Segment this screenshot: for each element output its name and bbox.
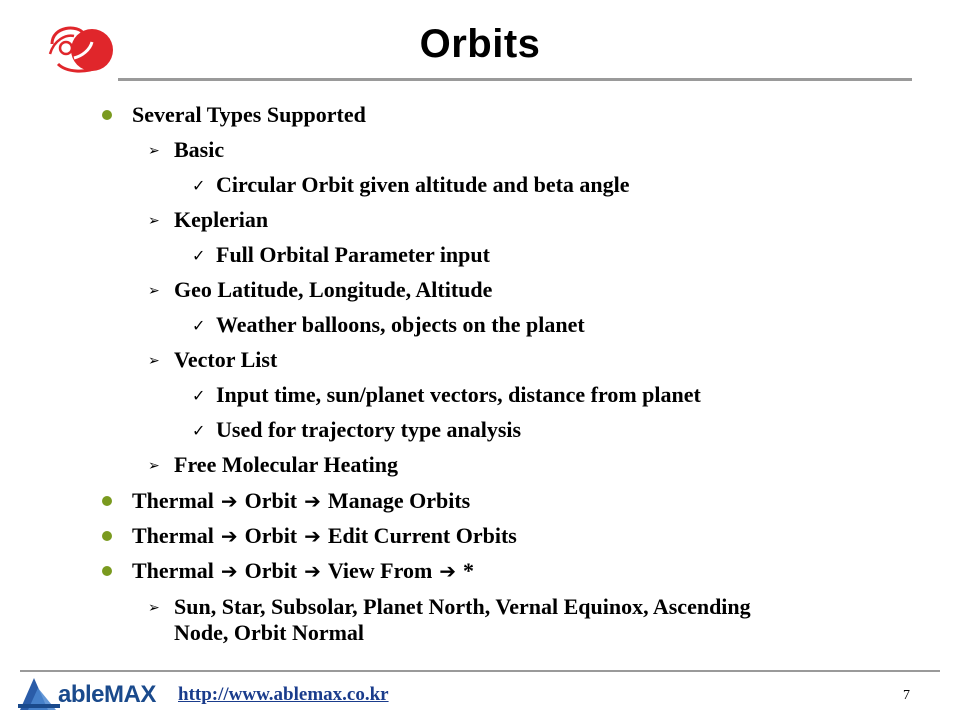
round-bullet-icon [102, 531, 112, 541]
arrowhead-bullet-icon: ➢ [148, 458, 160, 474]
round-bullet-icon [102, 496, 112, 506]
title-divider [118, 78, 912, 81]
bullet-label: Input time, sun/planet vectors, distance from planet [216, 382, 701, 407]
bullet-label: Several Types Supported [132, 102, 366, 127]
bullet-text-level1 [132, 102, 366, 128]
bullet-text-level2 [174, 347, 277, 373]
menu-path-segment: Manage Orbits [327, 488, 471, 513]
bullet-text-level3 [216, 242, 490, 268]
bullet-text-level2 [174, 594, 751, 646]
bullet-text-level3 [216, 172, 630, 198]
footer-divider [20, 670, 940, 672]
right-arrow-icon: ➔ [213, 489, 245, 513]
bullet-text-level1 [132, 523, 517, 549]
bullet-text-level3 [216, 312, 585, 338]
bullet-text-level2 [174, 137, 224, 163]
menu-path-segment: Orbit [244, 488, 298, 513]
bullet-text-level3 [216, 417, 521, 443]
page-number: 7 [903, 688, 910, 703]
checkmark-bullet-icon: ✓ [192, 316, 206, 335]
footer-logo-text: ableMAX [58, 681, 156, 708]
bullet-label: Vector List [174, 347, 278, 372]
menu-path-segment: Thermal [132, 523, 214, 548]
footer-url-link[interactable]: http://www.ablemax.co.kr [178, 684, 389, 705]
right-arrow-icon: ➔ [213, 559, 245, 583]
bullet-label-continuation: Node, Orbit Normal [174, 620, 365, 645]
right-arrow-icon: ➔ [432, 559, 463, 583]
right-arrow-icon: ➔ [213, 524, 245, 548]
round-bullet-icon [102, 566, 112, 576]
slide-title: Orbits [419, 22, 541, 66]
bullet-text-level1 [132, 488, 470, 514]
bullet-text-level3 [216, 382, 701, 408]
bullet-label: Full Orbital Parameter input [216, 242, 490, 267]
bullet-text-level2 [174, 207, 268, 233]
arrowhead-bullet-icon: ➢ [148, 213, 160, 229]
ablemax-a-icon [18, 674, 62, 714]
menu-path-segment: Thermal [132, 488, 214, 513]
arrowhead-bullet-icon: ➢ [148, 143, 160, 159]
menu-path-segment: Edit Current Orbits [327, 523, 517, 548]
bullet-label: Free Molecular Heating [174, 452, 399, 477]
bullet-label: Weather balloons, objects on the planet [216, 312, 585, 337]
checkmark-bullet-icon: ✓ [192, 386, 206, 405]
round-bullet-icon [102, 110, 112, 120]
bullet-label: Basic [174, 137, 225, 162]
menu-path-segment: Thermal [132, 558, 214, 583]
menu-path-segment: * [462, 558, 474, 583]
menu-path-segment: Orbit [244, 523, 298, 548]
right-arrow-icon: ➔ [297, 489, 328, 513]
ablemax-logo [18, 674, 168, 714]
bullet-label: Keplerian [174, 207, 269, 232]
right-arrow-icon: ➔ [297, 559, 328, 583]
arrowhead-bullet-icon: ➢ [148, 283, 160, 299]
arrowhead-bullet-icon: ➢ [148, 353, 160, 369]
checkmark-bullet-icon: ✓ [192, 176, 206, 195]
right-arrow-icon: ➔ [297, 524, 328, 548]
bullet-text-level2 [174, 277, 492, 303]
bullet-text-level2 [174, 452, 398, 478]
checkmark-bullet-icon: ✓ [192, 246, 206, 265]
bullet-label: Geo Latitude, Longitude, Altitude [174, 277, 493, 302]
menu-path-segment: Orbit [244, 558, 298, 583]
menu-path-segment: View From [327, 558, 433, 583]
checkmark-bullet-icon: ✓ [192, 421, 206, 440]
bullet-label: Sun, Star, Subsolar, Planet North, Vernal Equinox, Ascending [174, 594, 751, 619]
bullet-label: Circular Orbit given altitude and beta angle [216, 172, 630, 197]
arrowhead-bullet-icon: ➢ [148, 600, 160, 616]
bullet-text-level1 [132, 558, 474, 584]
bullet-label: Used for trajectory type analysis [216, 417, 522, 442]
